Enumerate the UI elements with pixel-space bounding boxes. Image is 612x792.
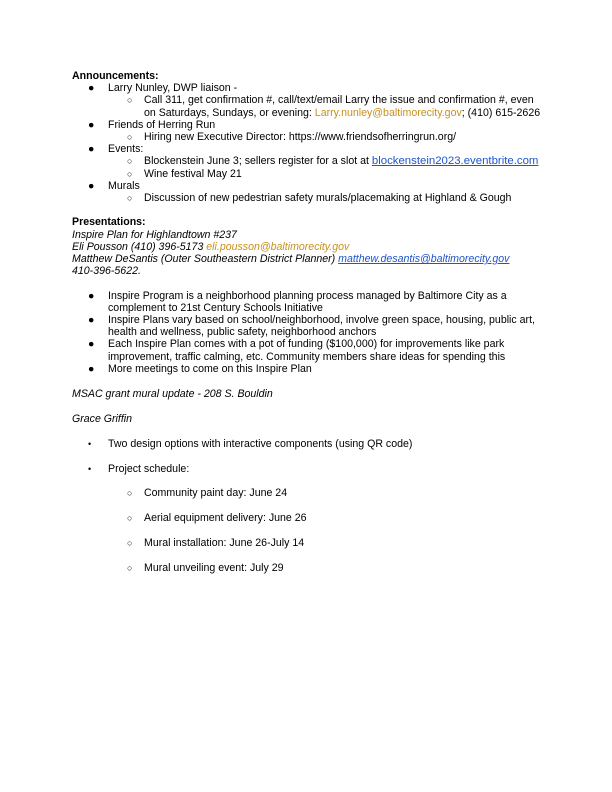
list-item: ● More meetings to come on this Inspire Plan — [88, 362, 312, 375]
bullet-icon: • — [88, 438, 92, 449]
list-item: ○ Mural unveiling event: July 29 — [127, 561, 284, 574]
list-item: ● Inspire Program is a neighborhood planning process managed by Baltimore City as a complement to 21st Century Schools Initiative — [88, 289, 507, 314]
list-item: ○ Community paint day: June 24 — [127, 487, 288, 500]
circle-bullet-icon: ○ — [127, 538, 133, 549]
inspire-list — [72, 290, 542, 375]
blockenstein-link[interactable]: blockenstein2023.eventbrite.com — [371, 155, 539, 168]
matthew-contact: Matthew DeSantis (Outer Southeastern District Planner) matthew.desantis@baltimorecity.gov — [72, 253, 510, 266]
presentations-heading: Presentations: — [72, 216, 146, 229]
list-item: ○ Mural installation: June 26-July 14 — [127, 537, 305, 550]
circle-bullet-icon: ○ — [127, 156, 133, 167]
circle-bullet-icon: ○ — [127, 95, 133, 106]
schedule-list — [72, 487, 542, 574]
msac-title: MSAC grant mural update - 208 S. Bouldin — [72, 388, 273, 401]
msac-list — [72, 438, 542, 475]
circle-bullet-icon: ○ — [127, 513, 133, 524]
bullet-icon: ● — [88, 118, 95, 131]
plan-title: Inspire Plan for Highlandtown #237 — [72, 228, 237, 241]
circle-bullet-icon: ○ — [127, 168, 133, 179]
bullet-icon: ● — [88, 289, 95, 302]
circle-bullet-icon: ○ — [127, 193, 133, 204]
list-item: ○ Blockenstein June 3; sellers register for a slot at blockenstein2023.eventbrite.com — [127, 155, 539, 168]
eli-contact: Eli Pousson (410) 396-5173 eli.pousson@baltimorecity.gov — [72, 240, 350, 253]
bullet-icon: • — [88, 463, 92, 474]
document-page — [72, 70, 542, 574]
list-item: ● Events: — [88, 143, 144, 156]
bullet-icon: ● — [88, 82, 95, 95]
list-item: ● Murals — [88, 179, 140, 192]
bullet-icon: ● — [88, 314, 95, 327]
eli-email-link[interactable]: eli.pousson@baltimorecity.gov — [206, 240, 350, 253]
larry-email-link[interactable]: Larry.nunley@baltimorecity.gov — [314, 106, 462, 119]
bullet-icon: ● — [88, 179, 95, 192]
bullet-icon: ● — [88, 362, 95, 375]
list-item: ● Each Inspire Plan comes with a pot of funding ($100,000) for improvements like park improvement, traffic calming, etc. Community members share ideas for spending this — [88, 338, 506, 363]
announcements-list — [72, 82, 542, 204]
list-item: ○ Call 311, get confirmation #, call/text/email Larry the issue and confirmation #, even on Saturdays, Sundays, or evening: Larry.nunley@baltimorecity.gov; (410) 615-2626 — [127, 94, 541, 119]
circle-bullet-icon: ○ — [127, 562, 133, 573]
list-item: ● Friends of Herring Run — [88, 118, 216, 131]
circle-bullet-icon: ○ — [127, 132, 133, 143]
bullet-icon: ● — [88, 338, 95, 351]
list-item: • Two design options with interactive components (using QR code) — [88, 437, 413, 450]
list-item: ○ Wine festival May 21 — [127, 167, 242, 180]
list-item: ● Larry Nunley, DWP liaison - — [88, 82, 238, 95]
matthew-email-link[interactable]: matthew.desantis@baltimorecity.gov — [338, 253, 510, 266]
announcements-heading: Announcements: — [72, 70, 159, 82]
list-item: ○ Aerial equipment delivery: June 26 — [127, 512, 307, 525]
matthew-phone: 410-396-5622. — [72, 265, 141, 278]
list-item: • Project schedule: — [88, 462, 190, 475]
list-item: ○ Hiring new Executive Director: https://www.friendsofherringrun.org/ — [127, 131, 457, 144]
list-item: ○ Discussion of new pedestrian safety murals/placemaking at Highland & Gough — [127, 192, 512, 205]
list-item: ● Inspire Plans vary based on school/neighborhood, involve green space, housing, public art, health and wellness, public safety, neighborhood anchors — [88, 314, 535, 339]
circle-bullet-icon: ○ — [127, 488, 133, 499]
msac-presenter: Grace Griffin — [72, 413, 133, 426]
bullet-icon: ● — [88, 143, 95, 156]
